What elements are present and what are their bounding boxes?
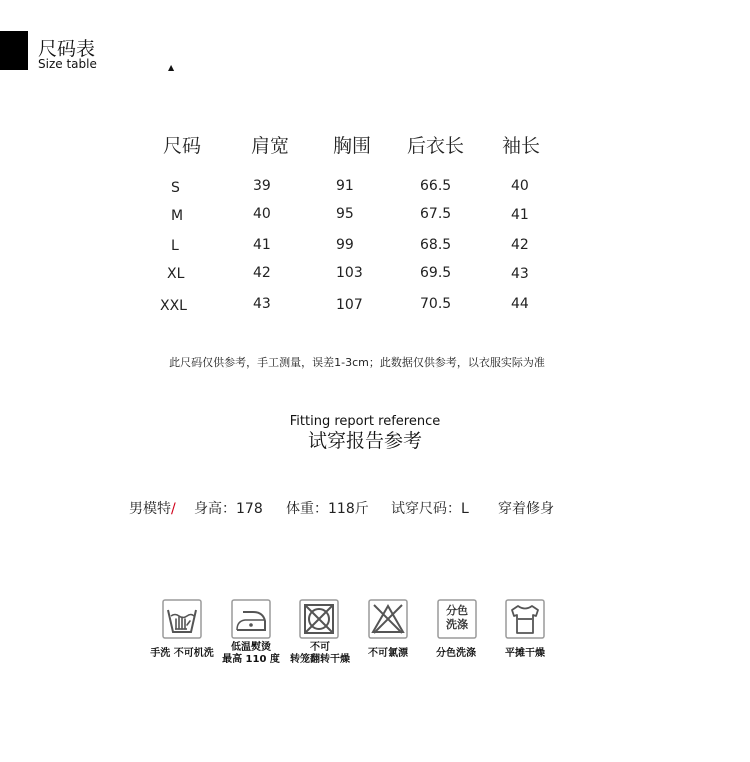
fitting-title-cn: 试穿报告参考 bbox=[307, 430, 422, 452]
model-size: 试穿尺码：L bbox=[391, 501, 469, 517]
table-cell: M bbox=[171, 208, 184, 224]
table-cell: 103 bbox=[336, 265, 363, 281]
table-cell: 99 bbox=[336, 237, 354, 253]
separate-wash-text-line: 洗涤 bbox=[446, 618, 468, 631]
table-cell: 41 bbox=[253, 237, 271, 253]
column-header-shoulder: 肩宽 bbox=[251, 135, 290, 157]
table-cell: XXL bbox=[160, 298, 187, 314]
separate-wash-icon bbox=[437, 599, 477, 639]
care-label-line: 手洗 不可机洗 bbox=[150, 648, 214, 659]
table-cell: 66.5 bbox=[420, 178, 452, 194]
care-label-line: 转笼翻转干燥 bbox=[290, 654, 350, 665]
model-fit: 穿着修身 bbox=[498, 501, 554, 517]
table-cell: 95 bbox=[336, 206, 354, 222]
table-cell: 91 bbox=[336, 178, 354, 194]
model-weight: 体重：118斤 bbox=[286, 501, 369, 517]
table-cell: 68.5 bbox=[420, 237, 452, 253]
column-header-length: 后衣长 bbox=[407, 135, 465, 157]
fitting-title-en: Fitting report reference bbox=[289, 414, 441, 429]
separator-slash: / bbox=[171, 501, 176, 517]
care-label-line: 不可 bbox=[310, 642, 330, 653]
no-bleach-icon bbox=[368, 599, 408, 639]
table-cell: 44 bbox=[511, 296, 529, 312]
care-label-line: 平摊干燥 bbox=[505, 648, 545, 659]
table-cell: 67.5 bbox=[420, 206, 452, 222]
care-label-line: 分色洗涤 bbox=[436, 648, 476, 659]
table-cell: 40 bbox=[253, 206, 271, 222]
table-cell: 43 bbox=[253, 296, 271, 312]
column-header-chest: 胸围 bbox=[333, 135, 372, 157]
care-label-dry-flat bbox=[480, 648, 570, 660]
hand-wash-icon bbox=[162, 599, 202, 639]
column-header-sleeve: 袖长 bbox=[502, 135, 541, 157]
table-cell: XL bbox=[167, 266, 185, 282]
page-title: 尺码表 bbox=[38, 38, 96, 60]
table-cell: 69.5 bbox=[420, 265, 452, 281]
table-cell: 39 bbox=[253, 178, 271, 194]
table-cell: 42 bbox=[253, 265, 271, 281]
measurement-note: 此尺码仅供参考，手工测量，误差1-3cm；此数据仅供参考，以衣服实际为准 bbox=[169, 356, 545, 369]
care-label-line: 低温熨烫 bbox=[231, 642, 271, 653]
header-block bbox=[0, 31, 28, 70]
table-cell: 41 bbox=[511, 207, 529, 223]
model-label: 男模特 bbox=[129, 501, 171, 517]
dry-flat-icon bbox=[505, 599, 545, 639]
table-cell: 107 bbox=[336, 297, 363, 313]
table-cell: 42 bbox=[511, 237, 529, 253]
table-cell: 40 bbox=[511, 178, 529, 194]
model-height: 身高：178 bbox=[194, 501, 263, 517]
care-label-line: 不可氯漂 bbox=[368, 648, 408, 659]
separate-wash-text-line: 分色 bbox=[446, 604, 468, 617]
table-cell: 43 bbox=[511, 266, 529, 282]
page-subtitle: Size table bbox=[38, 57, 97, 71]
care-label-line: 最高 110 度 bbox=[222, 654, 280, 665]
triangle-marker-icon: ▲ bbox=[168, 63, 175, 72]
table-cell: 70.5 bbox=[420, 296, 452, 312]
table-cell: S bbox=[171, 180, 180, 196]
low-iron-icon bbox=[231, 599, 271, 639]
no-tumble-dry-icon bbox=[299, 599, 339, 639]
table-cell: L bbox=[171, 238, 179, 254]
model-info bbox=[129, 501, 176, 518]
column-header-size: 尺码 bbox=[163, 135, 202, 157]
